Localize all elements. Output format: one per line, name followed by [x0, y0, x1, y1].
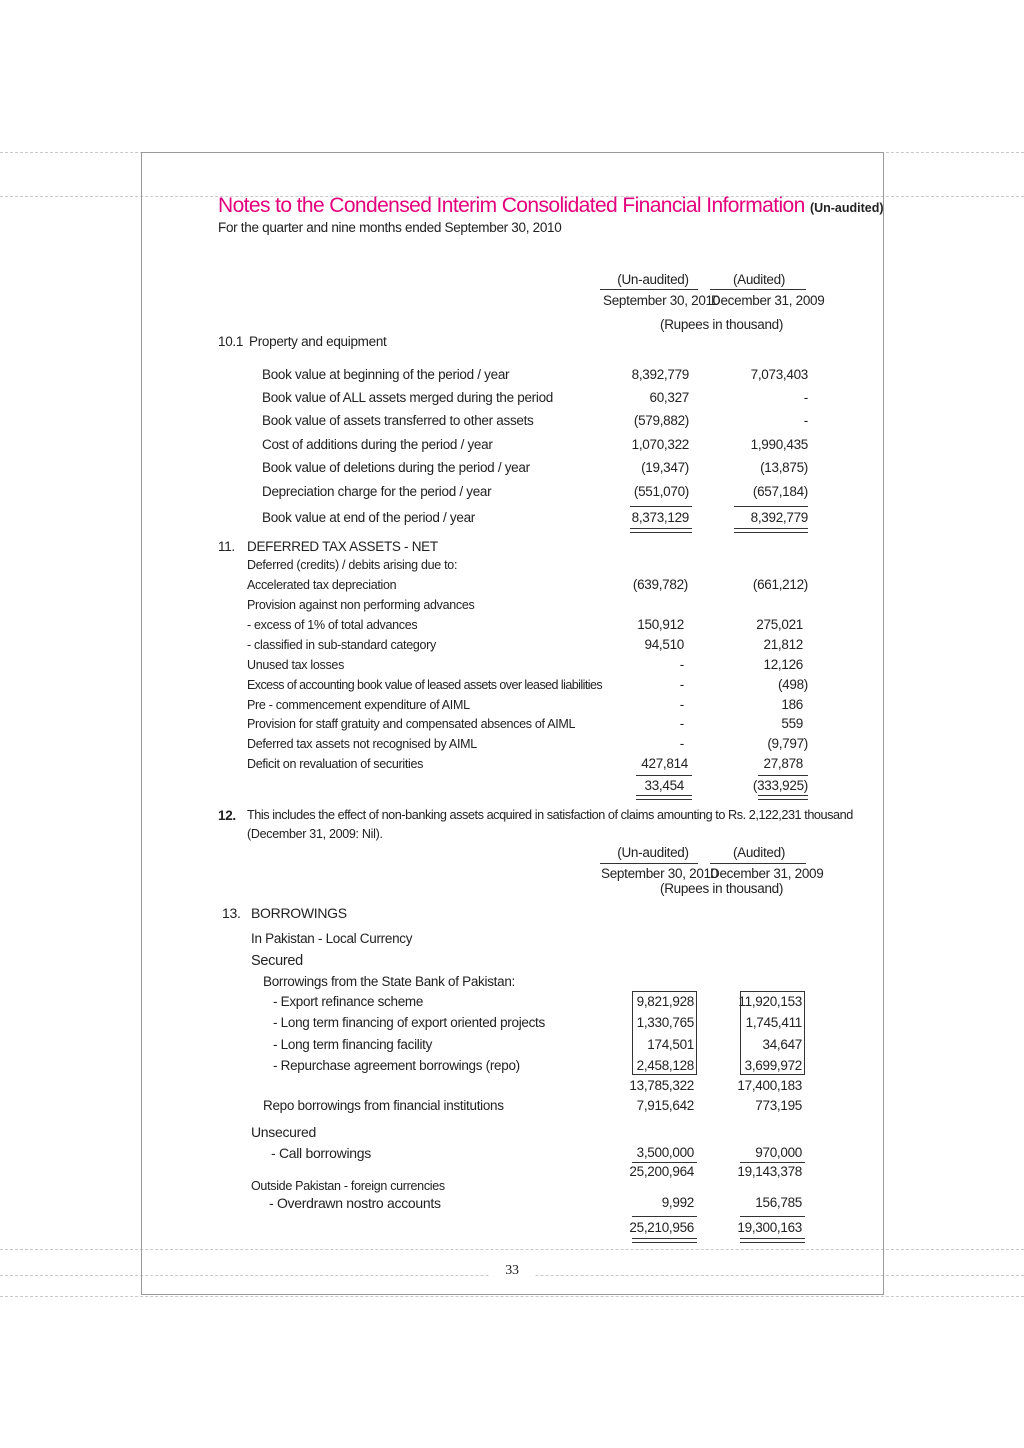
double-rule	[734, 528, 808, 533]
table-row-label: Book value of deletions during the period / year	[262, 460, 530, 475]
row-label: - Overdrawn nostro accounts	[269, 1195, 441, 1211]
row-value: 3,500,000	[636, 1145, 694, 1160]
rule	[632, 1074, 697, 1075]
section-title: Property and equipment	[249, 334, 387, 349]
table-row-label: Accelerated tax depreciation	[247, 578, 397, 592]
table-row-value: 21,812	[763, 637, 803, 652]
table-row-label: Excess of accounting book value of leased assets over leased liabilities	[247, 678, 603, 692]
table-row-value: 2,458,128	[636, 1058, 694, 1073]
grand-total-value: 25,210,956	[629, 1220, 694, 1235]
table-row-value: 7,073,403	[750, 367, 808, 382]
table-row-value: 1,070,322	[631, 437, 689, 452]
table-row-value: 186	[781, 697, 803, 712]
table-row-label: Deficit on revaluation of securities	[247, 757, 424, 771]
table-row-value: 94,510	[644, 637, 684, 652]
table-row-value: (657,184)	[752, 484, 808, 499]
table-row-label: Cost of additions during the period / year	[262, 437, 493, 452]
table-row-value: 60,327	[649, 390, 689, 405]
col2-status: (Audited)	[732, 845, 786, 860]
subheading: Secured	[251, 953, 303, 969]
table-row-label: Deferred tax assets not recognised by AIML	[247, 737, 477, 751]
table-row-value: (19,347)	[641, 460, 689, 475]
table-row-value: -	[803, 390, 808, 405]
table-row-label: Provision for staff gratuity and compensated absences of AIML	[247, 717, 576, 731]
col2-status: (Audited)	[732, 272, 786, 287]
double-rule	[632, 1238, 697, 1243]
section-number: 11.	[218, 539, 235, 554]
table-row-value: 150,912	[637, 617, 684, 632]
table-row-label: Book value at beginning of the period / year	[262, 367, 510, 382]
subheading: Outside Pakistan - foreign currencies	[251, 1179, 445, 1193]
table-row-value: (13,875)	[760, 460, 808, 475]
table-row-value: 174,501	[647, 1037, 694, 1052]
row-value: 7,915,642	[636, 1098, 694, 1113]
table-row-value: 11,920,153	[738, 994, 802, 1009]
table-row-label: Depreciation charge for the period / year	[262, 484, 492, 499]
table-row-label: - classified in sub-standard category	[247, 638, 436, 652]
rule	[740, 1216, 805, 1217]
table-row-label: Unused tax losses	[247, 658, 345, 672]
rule	[632, 1162, 697, 1163]
table-row-value: 3,699,972	[744, 1058, 802, 1073]
rule	[710, 863, 806, 864]
rule	[632, 1216, 697, 1217]
page-number: 33	[490, 1263, 534, 1279]
double-rule	[758, 795, 808, 800]
table-row-value: -	[679, 677, 684, 692]
col2-date: December 31, 2009	[711, 293, 825, 308]
table-row-value: -	[679, 657, 684, 672]
col1-date: September 30, 2010	[601, 866, 718, 881]
table-row-value: -	[803, 413, 808, 428]
page-subtitle: For the quarter and nine months ended September 30, 2010	[218, 220, 562, 235]
table-row-value: (661,212)	[752, 577, 808, 592]
table-row-value: 559	[781, 716, 803, 731]
table-row-value: 8,392,779	[750, 510, 808, 525]
table-row-label: Book value of ALL assets merged during the period	[262, 390, 553, 405]
rule	[740, 1162, 805, 1163]
table-row-value: 1,330,765	[636, 1015, 694, 1030]
section-number: 13.	[222, 905, 241, 921]
page-title: Notes to the Condensed Interim Consolidated Financial Information (Un-audited)	[218, 194, 884, 217]
rule	[636, 775, 692, 776]
table-row-label: - excess of 1% of total advances	[247, 618, 418, 632]
subtotal-value: 25,200,964	[629, 1164, 694, 1179]
grand-total-value: 19,300,163	[737, 1220, 802, 1235]
table-row-value: 1,745,411	[745, 1015, 802, 1030]
subtotal-value: 17,400,183	[737, 1078, 802, 1093]
table-row-value: 9,821,928	[636, 994, 694, 1009]
table-row-value: (9,797)	[767, 736, 808, 751]
units-label: (Rupees in thousand)	[660, 317, 784, 332]
row-value: 970,000	[755, 1145, 802, 1160]
table-row-label: Book value at end of the period / year	[262, 510, 475, 525]
note-text: (December 31, 2009: Nil).	[247, 827, 383, 841]
section-title: BORROWINGS	[251, 905, 347, 921]
double-rule	[630, 528, 692, 533]
table-row-label: - Long term financing of export oriented projects	[273, 1015, 545, 1030]
section-intro: Deferred (credits) / debits arising due to:	[247, 558, 458, 572]
rule	[630, 506, 692, 507]
table-row-value: -	[679, 716, 684, 731]
table-row-value: 275,021	[756, 617, 803, 632]
subheading: Unsecured	[251, 1124, 317, 1140]
subtotal-value: 13,785,322	[629, 1078, 694, 1093]
section-number: 12.	[218, 808, 236, 823]
col2-date: December 31, 2009	[710, 866, 824, 881]
table-row-label: - Long term financing facility	[273, 1037, 433, 1052]
table-row-value: (639,782)	[632, 577, 688, 592]
rule	[600, 863, 698, 864]
table-row-label: - Repurchase agreement borrowings (repo)	[273, 1058, 520, 1073]
row-value: 156,785	[755, 1195, 802, 1210]
note-text: This includes the effect of non-banking assets acquired in satisfaction of claims amounting to Rs. 2,122,231 thousand	[247, 808, 853, 822]
row-label: - Call borrowings	[271, 1145, 371, 1161]
table-row-label: - Export refinance scheme	[273, 994, 424, 1009]
title-suffix: (Un-audited)	[809, 201, 884, 215]
col1-status: (Un-audited)	[617, 272, 689, 287]
double-rule	[636, 795, 692, 800]
subheading: Borrowings from the State Bank of Pakistan:	[263, 974, 515, 989]
total-value: (333,925)	[752, 778, 808, 793]
section-number: 10.1	[218, 334, 244, 349]
rule	[600, 289, 698, 290]
table-row-value: 34,647	[762, 1037, 802, 1052]
col1-status: (Un-audited)	[617, 845, 689, 860]
double-rule	[740, 1238, 805, 1243]
table-row-value: (551,070)	[633, 484, 689, 499]
rule	[758, 775, 808, 776]
table-row-value: -	[679, 736, 684, 751]
row-label: Repo borrowings from financial institutions	[263, 1098, 504, 1113]
section-title: DEFERRED TAX ASSETS - NET	[247, 539, 438, 554]
guide-line	[0, 1296, 1024, 1297]
subtotal-value: 19,143,378	[737, 1164, 802, 1179]
table-row-label: Pre - commencement expenditure of AIML	[247, 698, 470, 712]
units-label: (Rupees in thousand)	[660, 881, 784, 896]
table-row-value: 8,392,779	[631, 367, 689, 382]
row-value: 773,195	[755, 1098, 802, 1113]
rule	[710, 289, 806, 290]
table-row-value: 8,373,129	[631, 510, 689, 525]
table-row-value: 27,878	[763, 756, 803, 771]
table-row-value: (498)	[777, 677, 808, 692]
table-row-label: Provision against non performing advances	[247, 598, 475, 612]
rule	[734, 506, 808, 507]
table-row-value: 1,990,435	[750, 437, 808, 452]
table-row-value: (579,882)	[633, 413, 689, 428]
table-row-value: 12,126	[763, 657, 803, 672]
table-row-value: 427,814	[641, 756, 688, 771]
table-row-label: Book value of assets transferred to other assets	[262, 413, 534, 428]
total-value: 33,454	[644, 778, 684, 793]
col1-date: September 30, 2010	[603, 293, 720, 308]
row-value: 9,992	[661, 1195, 694, 1210]
table-row-value: -	[679, 697, 684, 712]
subheading: In Pakistan - Local Currency	[251, 931, 413, 946]
